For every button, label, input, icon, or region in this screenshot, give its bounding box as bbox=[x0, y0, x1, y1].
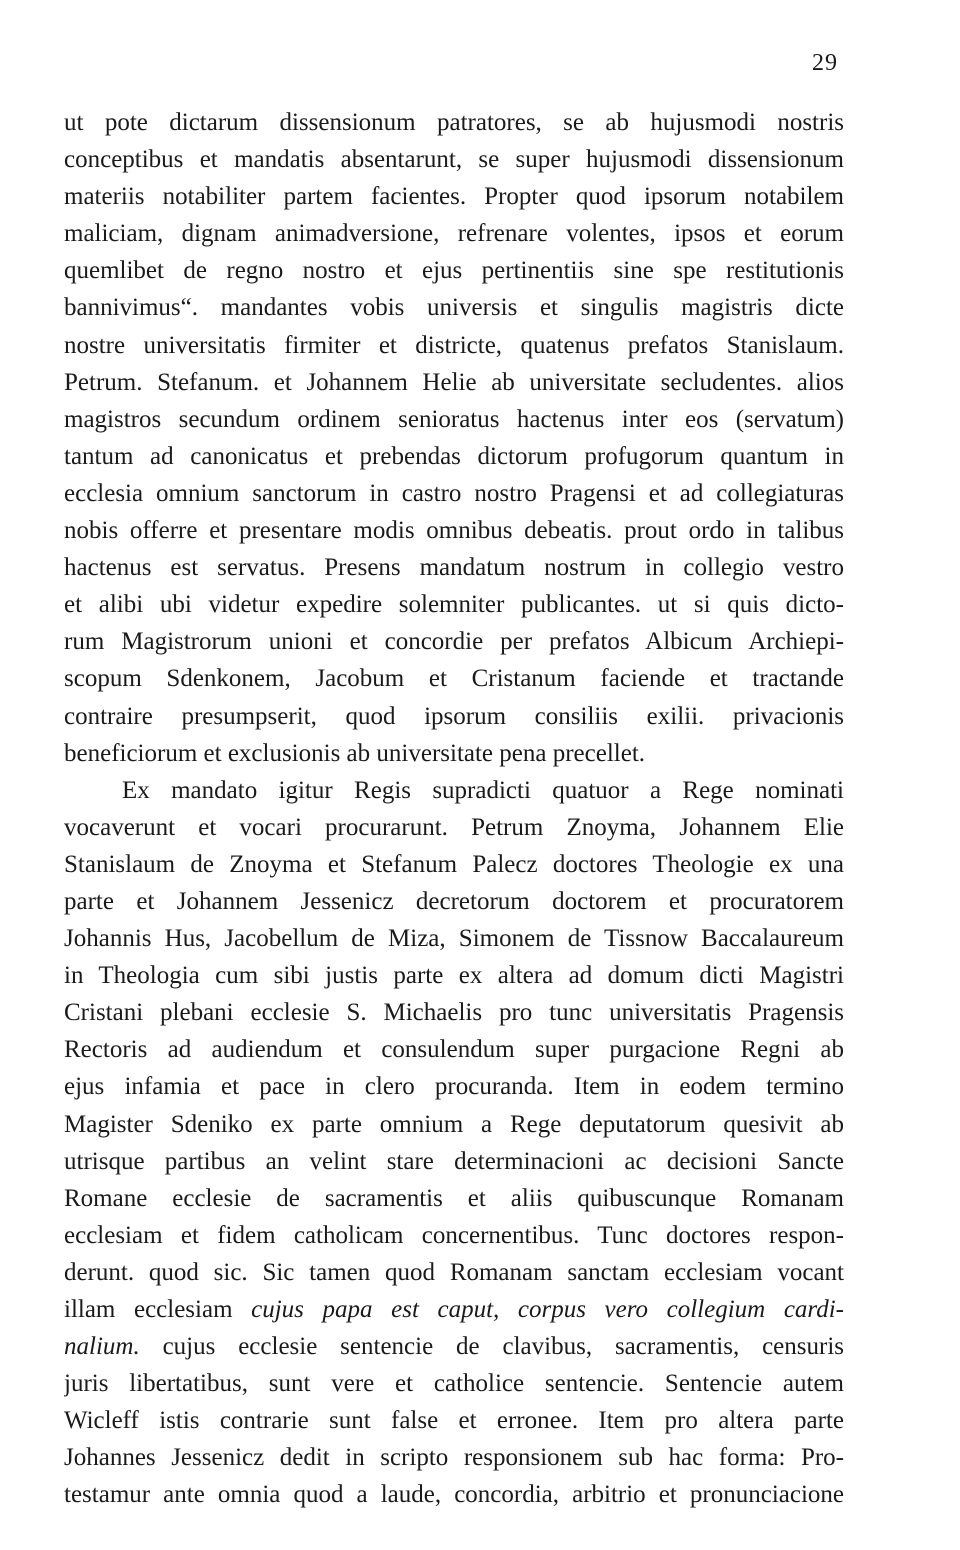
text-line: scopum Sdenkonem, Jacobum et Cristanum faciende et tractande bbox=[64, 665, 844, 693]
text-line: quemlibet de regno nostro et ejus pertinentiis sine spe restitutionis bbox=[64, 257, 844, 285]
text-line: Romane ecclesie de sacramentis et aliis quibuscunque Romanam bbox=[64, 1184, 844, 1212]
text-line: ut pote dictarum dissensionum patratores, se ab hujusmodi nostris bbox=[64, 109, 844, 136]
text-line: derunt. quod sic. Sic tamen quod Romanam sanctam ecclesiam vocant bbox=[64, 1258, 844, 1286]
text-line: parte et Johannem Jessenicz decretorum doctorem et procuratorem bbox=[64, 887, 844, 915]
paragraph-start-line: Ex mandato igitur Regis supradicti quatuor a Rege nominati bbox=[122, 776, 844, 804]
text-line: Johannes Jessenicz dedit in scripto responsionem sub hac forma: Pro- bbox=[64, 1444, 844, 1472]
text-line: bannivimus“. mandantes vobis universis et singulis magistris dicte bbox=[64, 294, 844, 322]
text-line: ecclesiam et fidem catholicam concernentibus. Tunc doctores respon- bbox=[64, 1221, 844, 1249]
text-line: materiis notabiliter partem facientes. Propter quod ipsorum notabilem bbox=[64, 183, 844, 211]
text-line: Cristani plebani ecclesie S. Michaelis pro tunc universitatis Pragensis bbox=[64, 999, 844, 1027]
text-line: testamur ante omnia quod a laude, concordia, arbitrio et pronunciacione bbox=[64, 1481, 844, 1509]
text-line-with-italic bbox=[64, 1328, 844, 1365]
text-line: ecclesia omnium sanctorum in castro nostro Pragensi et ad collegiaturas bbox=[64, 479, 844, 507]
text-line: utrisque partibus an velint stare determinacioni ac decisioni Sancte bbox=[64, 1147, 844, 1175]
text-line: Petrum. Stefanum. et Johannem Helie ab universitate secludentes. alios bbox=[64, 368, 844, 396]
text-line: Rectoris ad audiendum et consulendum super purgacione Regni ab bbox=[64, 1036, 844, 1064]
text-line: vocaverunt et vocari procurarunt. Petrum Znoyma, Johannem Elie bbox=[64, 813, 844, 841]
text-line: Johannis Hus, Jacobellum de Miza, Simonem de Tissnow Baccalaureum bbox=[64, 925, 844, 953]
body-text bbox=[64, 104, 844, 1514]
text-line: nobis offerre et presentare modis omnibus debeatis. prout ordo in talibus bbox=[64, 517, 844, 545]
text-line: et alibi ubi videtur expedire solemniter publicantes. ut si quis dicto- bbox=[64, 591, 844, 619]
text-line: juris libertatibus, sunt vere et catholice sentencie. Sentencie autem bbox=[64, 1370, 844, 1398]
text-segment: illam ecclesiam bbox=[64, 1296, 252, 1323]
text-line: hactenus est servatus. Presens mandatum nostrum in collegio vestro bbox=[64, 554, 844, 582]
text-line: ejus infamia et pace in clero procuranda. Item in eodem termino bbox=[64, 1073, 844, 1101]
text-line: nostre universitatis firmiter et districte, quatenus prefatos Stanislaum. bbox=[64, 331, 844, 359]
text-line: rum Magistrorum unioni et concordie per prefatos Albicum Archiepi- bbox=[64, 628, 844, 656]
text-line: Stanislaum de Znoyma et Stefanum Palecz doctores Theologie ex una bbox=[64, 850, 844, 878]
text-line: magistros secundum ordinem senioratus hactenus inter eos (servatum) bbox=[64, 405, 844, 433]
text-line: beneficiorum et exclusionis ab universitate pena precellet. bbox=[64, 739, 646, 767]
text-line: Magister Sdeniko ex parte omnium a Rege deputatorum quesivit ab bbox=[64, 1110, 844, 1138]
text-line: tantum ad canonicatus et prebendas dictorum profugorum quantum in bbox=[64, 442, 844, 470]
italic-quotation: cujus papa est caput, corpus vero collegium cardi- bbox=[251, 1296, 844, 1323]
text-line: in Theologia cum sibi justis parte ex altera ad domum dicti Magistri bbox=[64, 962, 844, 990]
text-line-with-italic bbox=[64, 1291, 844, 1328]
text-line: conceptibus et mandatis absentarunt, se super hujusmodi dissensionum bbox=[64, 146, 844, 174]
text-line: maliciam, dignam animadversione, refrenare volentes, ipsos et eorum bbox=[64, 220, 844, 248]
italic-quotation: nalium. bbox=[64, 1333, 140, 1361]
text-line: contraire presumpserit, quod ipsorum consiliis exilii. privacionis bbox=[64, 702, 844, 730]
page-number: 29 bbox=[812, 50, 838, 76]
text-line: Wicleff istis contrarie sunt false et erronee. Item pro altera parte bbox=[64, 1407, 844, 1435]
text-segment: cujus ecclesie sentencie de clavibus, sacramentis, censuris bbox=[139, 1333, 844, 1361]
